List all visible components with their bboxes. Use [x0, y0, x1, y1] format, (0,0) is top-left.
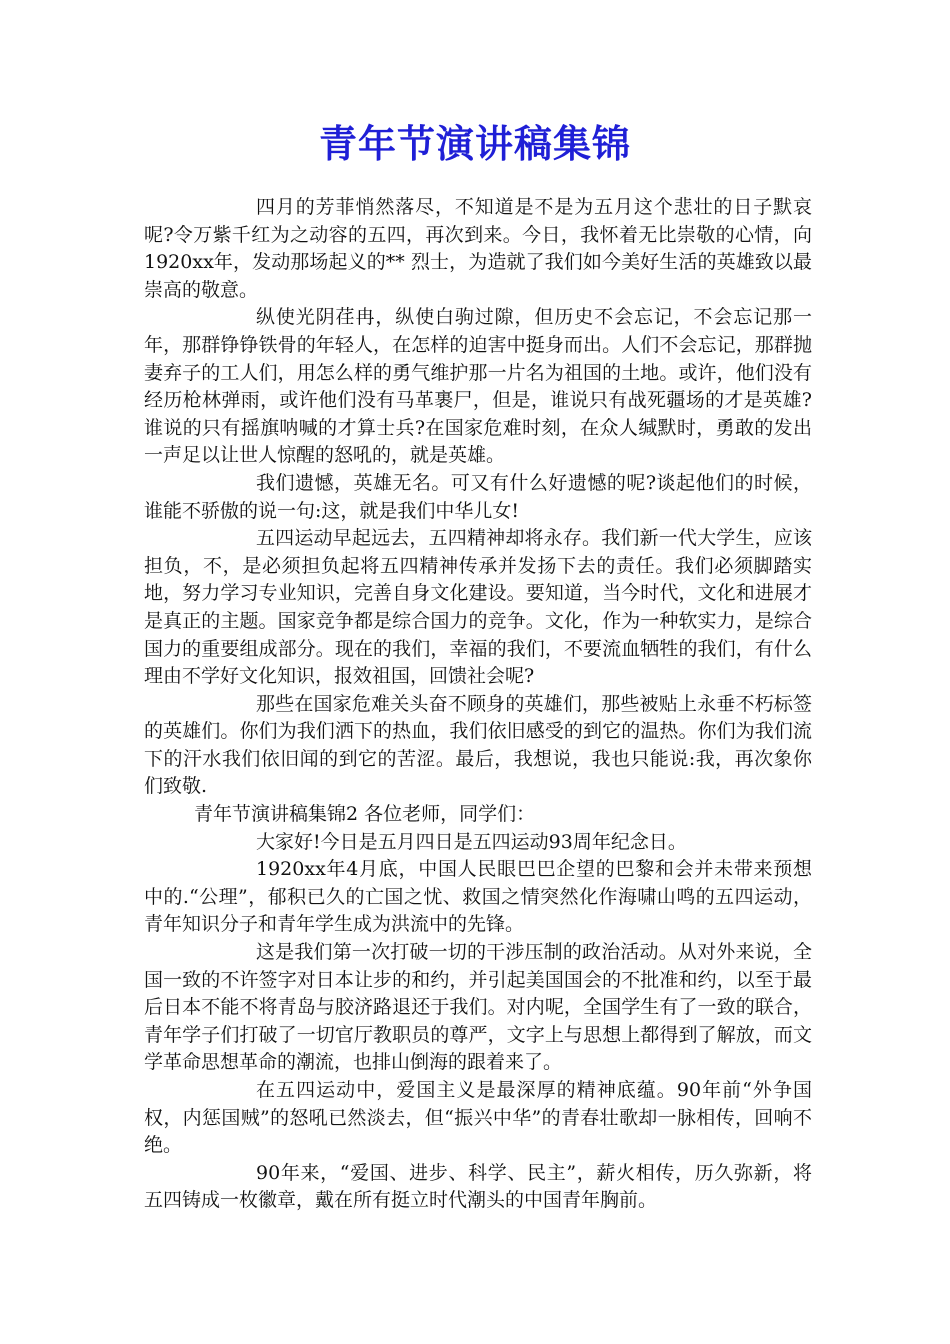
paragraph: 纵使光阴荏冉，纵使白驹过隙，但历史不会忘记，不会忘记那一年，那群铮铮铁骨的年轻人，在怎样的迫害中挺身而出。人们不会忘记，那群抛妻弃子的工人们，用怎么样的勇气维护那一片名为祖国的土地。或许，他们没有经历枪林弹雨，或许他们没有马革裹尸，但是，谁说只有战死疆场的才是英雄?谁说的只有摇旗呐喊的才算士兵?在国家危难时刻，在众人缄默时，勇敢的发出一声足以让世人惊醒的怒吼的，就是英雄。 — [144, 306, 812, 467]
paragraph: 四月的芳菲悄然落尽，不知道是不是为五月这个悲壮的日子默哀呢?令万紫千红为之动容的五四，再次到来。今日，我怀着无比崇敬的心情，向1920xx年，发动那场起义的** 烈士，为造就了我们如今美好生活的英雄致以最崇高的敬意。 — [144, 196, 812, 301]
paragraph: 大家好!今日是五月四日是五四运动93周年纪念日。 — [256, 830, 687, 853]
document-title: 青年节演讲稿集锦 — [318, 121, 631, 166]
document-body — [144, 194, 812, 1215]
section-heading-line: 青年节演讲稿集锦2 各位老师，同学们： — [194, 803, 536, 826]
paragraph: 在五四运动中，爱国主义是最深厚的精神底蕴。90年前“外争国权，内惩国贼”的怒吼已然淡去，但“振兴中华”的青春壮歌却一脉相传，回响不绝。 — [144, 1079, 812, 1157]
paragraph: 这是我们第一次打破一切的干涉压制的政治活动。从对外来说，全国一致的不许签字对日本让步的和约，并引起美国国会的不批准和约，以至于最后日本不能不将青岛与胶济路退还于我们。对内呢，全国学生有了一致的联合，青年学子们打破了一切官厅教职员的尊严，文字上与思想上都得到了解放，而文学革命思想革命的潮流，也排山倒海的跟着来了。 — [144, 941, 812, 1074]
paragraph: 我们遗憾，英雄无名。可又有什么好遗憾的呢?谈起他们的时候，谁能不骄傲的说一句:这，就是我们中华儿女! — [144, 471, 812, 522]
paragraph: 那些在国家危难关头奋不顾身的英雄们，那些被贴上永垂不朽标签的英雄们。你们为我们洒下的热血，我们依旧感受的到它的温热。你们为我们流下的汗水我们依旧闻的到它的苦涩。最后，我想说，我也只能说:我，再次象你们致敬. — [144, 692, 812, 798]
paragraph: 五四运动早起远去，五四精神却将永存。我们新一代大学生，应该担负，不，是必须担负起将五四精神传承并发扬下去的责任。我们必须脚踏实地，努力学习专业知识，完善自身文化建设。要知道，当今时代，文化和进展才是真正的主题。国家竞争都是综合国力的竞争。文化，作为一种软实力，是综合国力的重要组成部分。现在的我们，幸福的我们，不要流血牺牲的我们，有什么理由不学好文化知识，报效祖国，回馈社会呢? — [144, 527, 812, 688]
paragraph: 90年来，“爱国、进步、科学、民主”，薪火相传，历久弥新，将五四铸成一枚徽章，戴在所有挺立时代潮头的中国青年胸前。 — [144, 1161, 812, 1212]
paragraph: 1920xx年4月底，中国人民眼巴巴企望的巴黎和会并未带来预想中的.“公理”，郁积已久的亡国之忧、救国之情突然化作海啸山鸣的五四运动，青年知识分子和青年学生成为洪流中的先锋。 — [144, 858, 812, 936]
